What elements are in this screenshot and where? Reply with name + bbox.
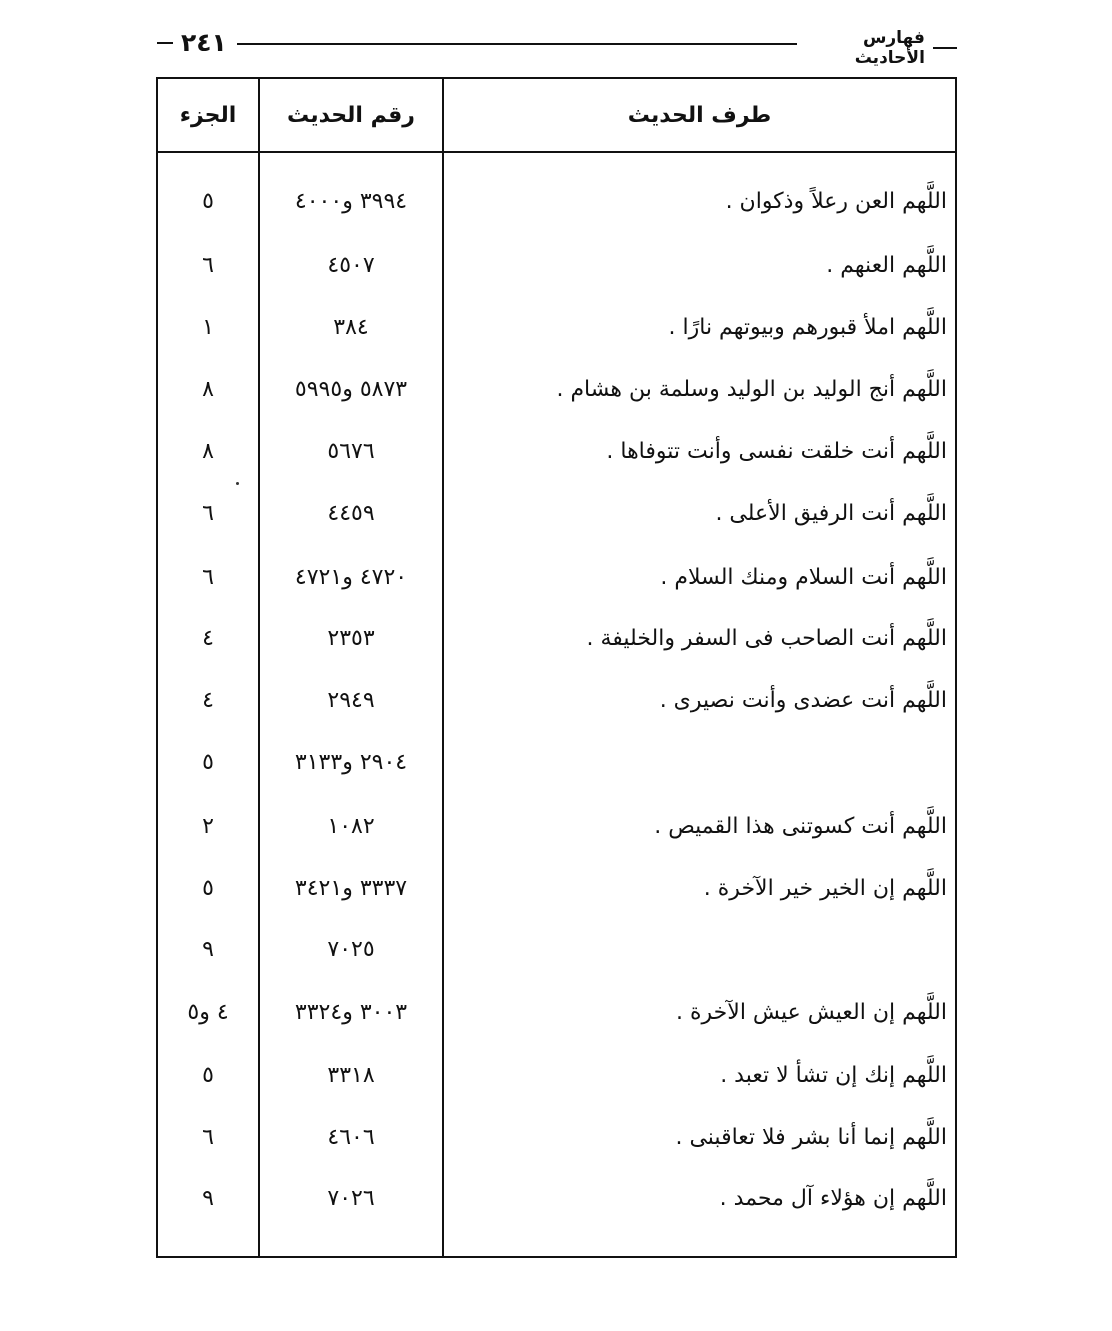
juz-cell: ٨ bbox=[202, 438, 214, 464]
hadith-tarf-cell: اللَّهم العن رعلاً وذكوان . bbox=[725, 188, 947, 214]
hadith-number-cell: ٥٦٧٦ bbox=[327, 438, 375, 464]
table-row bbox=[158, 557, 955, 597]
hadith-tarf-cell: اللَّهم أنت كسوتنى هذا القميص . bbox=[654, 813, 947, 839]
table-row bbox=[158, 1055, 955, 1095]
juz-cell: ٦ bbox=[202, 1124, 214, 1150]
juz-cell: ٦ bbox=[202, 252, 214, 278]
column-header-tarf: طرف الحديث bbox=[627, 102, 772, 128]
hadith-number-cell: ٣٨٤ bbox=[333, 314, 369, 340]
hadith-number-cell: ٥٨٧٣ و٥٩٩٥ bbox=[294, 376, 408, 402]
juz-cell: ٤ و٥ bbox=[187, 999, 229, 1025]
juz-cell: ١ bbox=[202, 314, 214, 340]
hadith-number-cell: ٢٩٠٤ و٣١٣٣ bbox=[294, 749, 408, 775]
juz-cell: ٦ bbox=[202, 500, 214, 526]
table-row bbox=[158, 618, 955, 658]
hadith-number-cell: ٢٩٤٩ bbox=[327, 687, 375, 713]
hadith-tarf-cell: اللَّهم إن العيش عيش الآخرة . bbox=[676, 999, 947, 1025]
column-header-number: رقم الحديث bbox=[287, 102, 415, 128]
running-title bbox=[797, 28, 957, 68]
hadith-tarf-cell: اللَّهم إنك إن تشأ لا تعبد . bbox=[720, 1062, 947, 1088]
juz-cell: ٩ bbox=[202, 936, 214, 962]
hadith-tarf-cell: اللَّهم املأ قبورهم وبيوتهم نارًا . bbox=[668, 314, 947, 340]
table-row bbox=[158, 1178, 955, 1218]
table-row bbox=[158, 992, 955, 1032]
hadith-number-cell: ٧٠٢٦ bbox=[327, 1185, 375, 1211]
table-row bbox=[158, 307, 955, 347]
table-row bbox=[158, 806, 955, 846]
hadith-number-cell: ٣٣١٨ bbox=[327, 1062, 375, 1088]
hadith-number-cell: ١٠٨٢ bbox=[327, 813, 375, 839]
header-dash-left bbox=[157, 42, 173, 44]
header-divider bbox=[158, 151, 955, 153]
table-row bbox=[158, 1117, 955, 1157]
juz-cell: ٥ bbox=[202, 875, 214, 901]
hadith-tarf-cell: اللَّهم إنما أنا بشر فلا تعاقبنى . bbox=[675, 1124, 947, 1150]
juz-cell: ٩ bbox=[202, 1185, 214, 1211]
hadith-tarf-cell: اللَّهم إن الخير خير الآخرة . bbox=[703, 875, 947, 901]
juz-cell: ٦ bbox=[202, 564, 214, 590]
juz-cell: ٥ bbox=[202, 749, 214, 775]
hadith-number-cell: ٤٤٥٩ bbox=[327, 500, 375, 526]
hadith-tarf-cell: اللَّهم إن هؤلاء آل محمد . bbox=[719, 1185, 947, 1211]
hadith-tarf-cell: اللَّهم أنت الرفيق الأعلى . bbox=[715, 500, 947, 526]
table-row bbox=[158, 742, 955, 782]
page-number bbox=[157, 28, 237, 57]
juz-cell: ٨ bbox=[202, 376, 214, 402]
hadith-tarf-cell: اللَّهم العنهم . bbox=[826, 252, 947, 278]
hadith-number-cell: ٣٩٩٤ و٤٠٠٠ bbox=[294, 188, 408, 214]
page-number-text: ٢٤١ bbox=[181, 28, 227, 57]
table-row bbox=[158, 369, 955, 409]
hadith-tarf-cell: اللَّهم أنت خلقت نفسى وأنت تتوفاها . bbox=[606, 438, 947, 464]
hadith-number-cell: ٣٠٠٣ و٣٣٢٤ bbox=[294, 999, 408, 1025]
hadith-tarf-cell bbox=[444, 929, 947, 969]
table-row bbox=[158, 493, 955, 533]
juz-cell: ٥ bbox=[202, 188, 214, 214]
hadith-tarf-cell: اللَّهم أنت عضدى وأنت نصيرى . bbox=[659, 687, 947, 713]
stray-dot bbox=[236, 482, 239, 485]
juz-cell: ٤ bbox=[202, 687, 214, 713]
hadith-index-table bbox=[156, 77, 957, 1258]
table-row bbox=[158, 181, 955, 221]
hadith-number-cell: ٧٠٢٥ bbox=[327, 936, 375, 962]
hadith-number-cell: ٤٧٢٠ و٤٧٢١ bbox=[294, 564, 408, 590]
table-row bbox=[158, 245, 955, 285]
header-dash-right bbox=[933, 47, 957, 49]
table-row bbox=[158, 868, 955, 908]
hadith-tarf-cell bbox=[444, 742, 947, 782]
running-title-text: فهارس الأحاديث bbox=[854, 28, 925, 68]
hadith-tarf-cell: اللَّهم أنت الصاحب فى السفر والخليفة . bbox=[586, 625, 947, 651]
juz-cell: ٤ bbox=[202, 625, 214, 651]
table-row bbox=[158, 431, 955, 471]
table-row bbox=[158, 929, 955, 969]
table-row bbox=[158, 680, 955, 720]
hadith-number-cell: ٢٣٥٣ bbox=[327, 625, 375, 651]
header-rule bbox=[237, 43, 797, 45]
hadith-tarf-cell: اللَّهم أنت السلام ومنك السلام . bbox=[660, 564, 947, 590]
hadith-tarf-cell: اللَّهم أنج الوليد بن الوليد وسلمة بن هشام . bbox=[556, 376, 947, 402]
page-header bbox=[157, 28, 957, 68]
hadith-number-cell: ٣٣٣٧ و٣٤٢١ bbox=[294, 875, 408, 901]
hadith-number-cell: ٤٥٠٧ bbox=[327, 252, 375, 278]
juz-cell: ٥ bbox=[202, 1062, 214, 1088]
juz-cell: ٢ bbox=[202, 813, 214, 839]
column-header-juz: الجزء bbox=[179, 102, 237, 128]
hadith-number-cell: ٤٦٠٦ bbox=[327, 1124, 375, 1150]
